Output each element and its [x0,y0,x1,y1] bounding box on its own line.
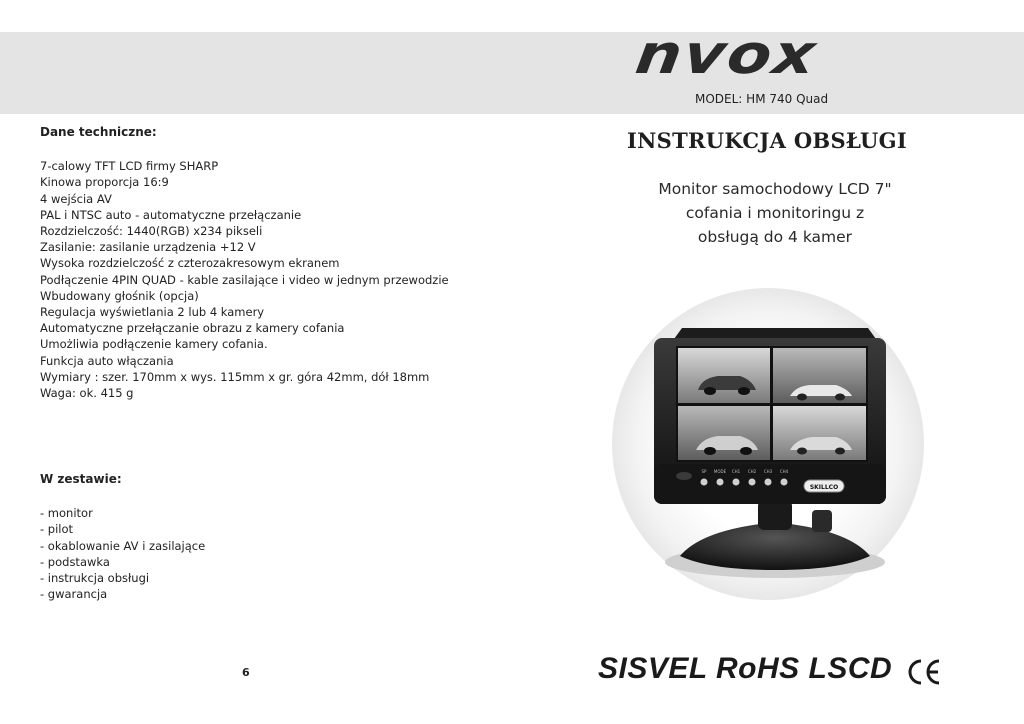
product-subtitle [640,177,910,249]
stand-neck [758,500,792,530]
spec-item: Wymiary : szer. 170mm x wys. 115mm x gr. góra 42mm, dół 18mm [40,369,430,384]
monitor-button [749,479,756,486]
monitor-button-label: CH3 [763,469,773,474]
subtitle-line: obsługą do 4 kamer [697,228,853,246]
monitor-button-label: CH2 [747,469,757,474]
monitor-button-label: CH1 [731,469,741,474]
spec-item: Zasilanie: zasilanie urządzenia +12 V [40,240,256,255]
spec-item: Wbudowany głośnik (opcja) [40,288,199,303]
spec-item: 7-calowy TFT LCD firmy SHARP [40,159,219,174]
camera-view-4 [773,406,866,460]
monitor-button [781,479,788,486]
subtitle-line: Monitor samochodowy LCD 7" [658,180,892,198]
spec-item: Waga: ok. 415 g [40,386,134,401]
kit-list [40,505,205,602]
camera-view-3 [678,406,770,460]
stand-base [680,524,870,570]
monitor-button-label: CH4 [779,469,789,474]
spec-item: Regulacja wyświetlania 2 lub 4 kamery [40,305,265,320]
monitor-button-label: SP [701,469,707,474]
header-band [0,32,1024,114]
ce-mark-icon [906,658,942,686]
ir-sensor [676,472,692,480]
kit-section [40,471,205,602]
spec-item: 4 wejścia AV [40,191,112,206]
kit-item: - monitor [40,506,93,521]
page-number: 6 [242,666,250,679]
monitor-button [765,479,772,486]
specs-heading: Dane techniczne: [40,125,157,139]
subtitle-line: cofania i monitoringu z [685,204,865,222]
kit-item: - podstawka [40,554,110,569]
certification-marks: SISVEL RoHS LSCD [598,652,893,685]
monitor-button-label: MODE [713,469,727,474]
brand-logo: nvox [631,23,822,87]
monitor-screen [676,346,868,462]
kit-item: - instrukcja obsługi [40,571,150,586]
manual-title: INSTRUKCJA OBSŁUGI [627,128,907,153]
specs-section [40,124,449,401]
stand-knob [812,510,832,532]
spec-item: Funkcja auto włączania [40,353,174,368]
spec-item: Wysoka rozdzielczość z czterozakresowym ekranem [40,256,340,271]
monitor-illustration [640,310,910,585]
monitor-button [717,479,724,486]
camera-view-1 [678,348,770,403]
spec-item: Rozdzielczość: 1440(RGB) x234 pikseli [40,224,263,239]
monitor-button [733,479,740,486]
kit-item: - pilot [40,522,74,537]
spec-item: Umożliwia podłączenie kamery cofania. [40,337,268,352]
kit-heading: W zestawie: [40,472,122,486]
monitor-button [701,479,708,486]
spec-item: Kinowa proporcja 16:9 [40,175,169,190]
spec-item: Automatyczne przełączanie obrazu z kamery cofania [40,321,345,336]
kit-item: - okablowanie AV i zasilające [40,538,206,553]
spec-item: Podłączenie 4PIN QUAD - kable zasilające i video w jednym przewodzie [40,272,449,287]
spec-item: PAL i NTSC auto - automatyczne przełączanie [40,207,302,222]
specs-list [40,158,449,401]
kit-item: - gwarancja [40,587,108,602]
brand-badge-label: SKILLCO [809,484,839,491]
model-label: MODEL: HM 740 Quad [695,92,829,106]
